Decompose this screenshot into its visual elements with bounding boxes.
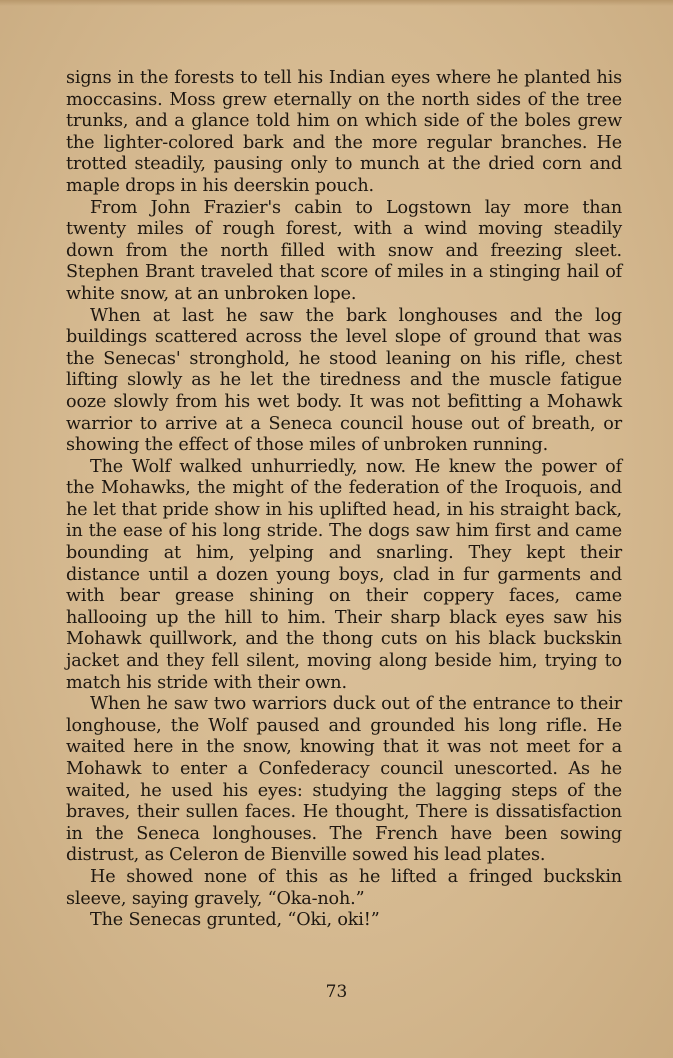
page-top-edge	[0, 0, 673, 6]
paragraph-4: The Wolf walked unhurriedly, now. He knew the power of the Mohawks, the might of the federation of the Iroquois, and he let that pride show in his uplifted head, in his straight back, in the ease of his long stride. The dogs saw him first and came bounding at him, yelping and snarling. They kept their distance until a dozen young boys, clad in fur garments and with bear grease shining on their coppery faces, came hallooing up the hill to him. Their sharp black eyes saw his Mohawk quillwork, and the thong cuts on his black buckskin jacket and they fell silent, moving along beside him, trying to match his stride with their own.	[66, 456, 622, 693]
paragraph-6: He showed none of this as he lifted a fringed buckskin sleeve, saying gravely, “Oka-noh.”	[66, 866, 622, 909]
paragraph-1: signs in the forests to tell his Indian eyes where he planted his moccasins. Moss grew eternally on the north sides of the tree trunks, and a glance told him on which side of the boles grew the lighter-colored bark and the more regular branches. He trotted steadily, pausing only to munch at the dried corn and maple drops in his deerskin pouch.	[66, 68, 622, 196]
page-number: 73	[325, 982, 348, 1002]
paragraph-2: From John Frazier's cabin to Logstown lay more than twenty miles of rough forest, with a wind moving steadily down from the north filled with snow and freezing sleet. Stephen Brant traveled that score of miles in a stinging hail of white snow, at an unbroken lope.	[66, 197, 622, 304]
paragraph-7: The Senecas grunted, “Oki, oki!”	[90, 910, 380, 931]
paragraph-3: When at last he saw the bark longhouses and the log buildings scattered across the level slope of ground that was the Senecas' stronghold, he stood leaning on his rifle, chest lifting slowly as he let the tiredness and the muscle fatigue ooze slowly from his wet body. It was not befitting a Mohawk warrior to arrive at a Seneca council house out of breath, or showing the effect of those miles of unbroken running.	[66, 305, 622, 456]
body-text	[66, 68, 622, 932]
paragraph-5: When he saw two warriors duck out of the entrance to their longhouse, the Wolf paused and grounded his long rifle. He waited here in the snow, knowing that it was not meet for a Mohawk to enter a Confederacy council unescorted. As he waited, he used his eyes: studying the lagging steps of the braves, their sullen faces. He thought, There is dissatisfaction in the Seneca longhouses. The French have been sowing distrust, as Celeron de Bienville sowed his lead plates.	[66, 694, 622, 866]
